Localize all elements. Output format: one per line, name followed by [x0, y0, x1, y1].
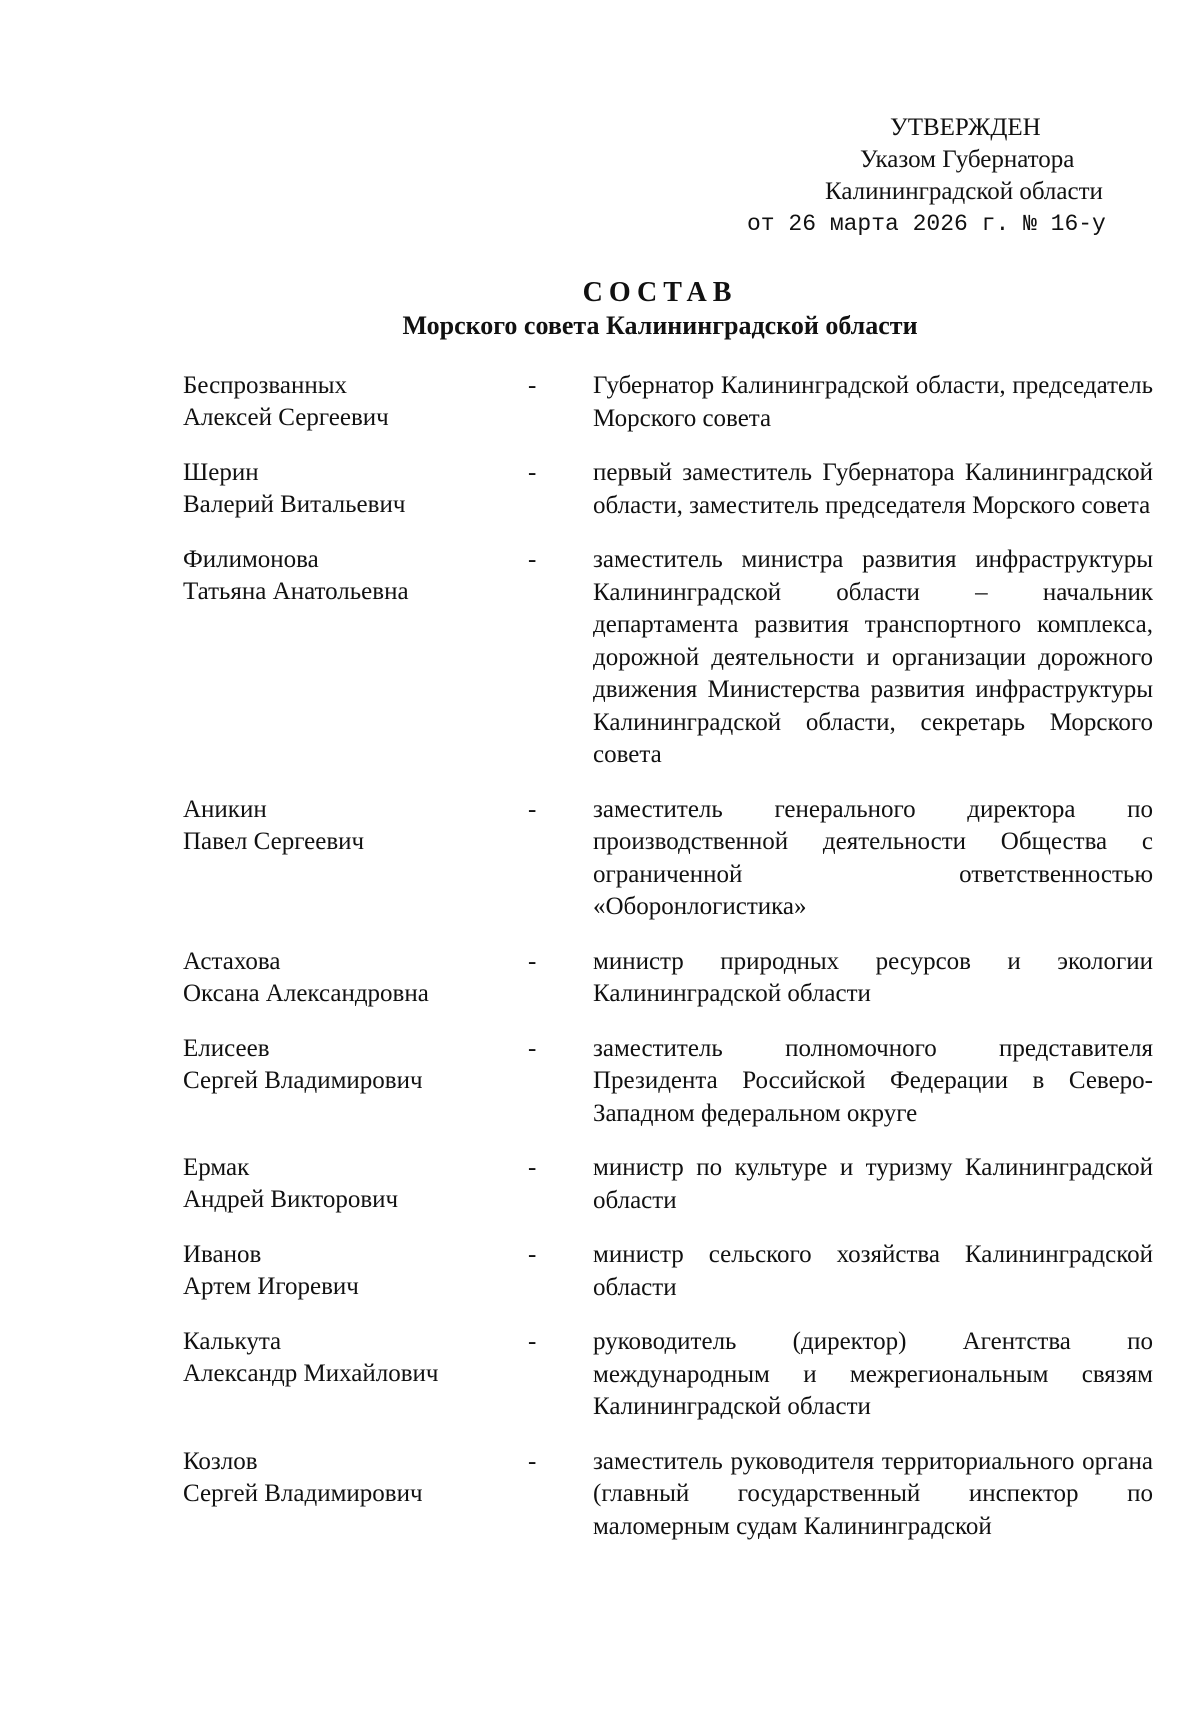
member-role: Губернатор Калининградской области, председатель Морского совета — [593, 372, 1153, 432]
member-role: руководитель (директор) Агентства по международным и межрегиональным связям Калининградской области — [593, 1328, 1153, 1420]
member-dash: - — [528, 372, 537, 399]
member-row — [183, 946, 1153, 1011]
member-dash: - — [528, 1034, 537, 1062]
member-name — [183, 1239, 513, 1304]
member-row — [183, 370, 1153, 435]
member-role: заместитель руководителя территориального органа (главный государственный инспектор по маломерным судам Калининградской — [593, 1447, 1153, 1540]
member-given-name: Татьяна Анатольевна — [183, 578, 409, 605]
member-dash: - — [528, 459, 537, 486]
member-given-name: Алексей Сергеевич — [183, 404, 389, 431]
member-given-name: Сергей Владимирович — [183, 1066, 423, 1094]
title-subheading: Морского совета Калининградской области — [402, 311, 918, 340]
member-surname: Аникин — [183, 795, 267, 823]
member-surname: Козлов — [183, 1447, 258, 1475]
member-dash: - — [528, 1241, 537, 1268]
approval-decree: Указом Губернатора — [860, 146, 1075, 173]
member-dash: - — [528, 1447, 537, 1475]
member-role: заместитель министра развития инфраструктуры Калининградской области – начальник департамента развития транспортного комплекса, дорожной деятельности и организации дорожного движения Министерства развития инфраструктуры Калининградской области, секретарь Морского совета — [593, 546, 1153, 768]
member-role: министр природных ресурсов и экологии Калининградской области — [593, 947, 1153, 1007]
approval-date-number: от 26 марта 2026 г. № 16-у — [747, 211, 1106, 237]
member-given-name: Павел Сергеевич — [183, 827, 365, 855]
member-name — [183, 1152, 513, 1217]
member-surname: Филимонова — [183, 546, 319, 573]
member-row — [183, 457, 1153, 522]
member-surname: Иванов — [183, 1241, 262, 1268]
approval-stamp — [700, 112, 1150, 240]
member-role: министр по культуре и туризму Калининградской области — [593, 1154, 1153, 1214]
title-heading: СОСТАВ — [582, 277, 738, 308]
member-given-name: Артем Игоревич — [183, 1273, 359, 1300]
member-role: первый заместитель Губернатора Калининградской области, заместитель председателя Морского совета — [593, 459, 1153, 519]
member-given-name: Андрей Викторович — [183, 1186, 399, 1213]
members-list — [183, 370, 1153, 1565]
member-row — [183, 1152, 1153, 1217]
member-surname: Шерин — [183, 459, 259, 486]
member-name — [183, 1326, 513, 1424]
member-name — [183, 457, 513, 522]
member-given-name: Сергей Владимирович — [183, 1479, 423, 1507]
member-role: министр сельского хозяйства Калининградской области — [593, 1241, 1153, 1301]
member-name — [183, 946, 513, 1011]
member-name — [183, 1446, 513, 1544]
member-row — [183, 1326, 1153, 1424]
member-given-name: Александр Михайлович — [183, 1360, 439, 1387]
approval-region: Калининградской области — [825, 178, 1103, 205]
document-title — [0, 276, 1200, 342]
member-surname: Беспрозванных — [183, 372, 348, 399]
member-surname: Ермак — [183, 1154, 250, 1181]
member-dash: - — [528, 947, 537, 975]
member-row — [183, 544, 1153, 772]
approval-status: УТВЕРЖДЕН — [890, 114, 1041, 141]
member-name — [183, 370, 513, 435]
member-given-name: Оксана Александровна — [183, 979, 429, 1007]
member-dash: - — [528, 1328, 537, 1355]
member-role: заместитель генерального директора по производственной деятельности Общества с ограниченной ответственностью «Оборонлогистика» — [593, 795, 1153, 920]
member-given-name: Валерий Витальевич — [183, 491, 406, 518]
member-row — [183, 1033, 1153, 1131]
member-name — [183, 544, 513, 772]
member-name — [183, 794, 513, 924]
member-surname: Калькута — [183, 1328, 282, 1355]
member-dash: - — [528, 1154, 537, 1181]
member-row — [183, 794, 1153, 924]
member-name — [183, 1033, 513, 1131]
member-row — [183, 1446, 1153, 1544]
member-dash: - — [528, 795, 537, 823]
member-role: заместитель полномочного представителя Президента Российской Федерации в Северо-Западном федеральном округе — [593, 1034, 1153, 1127]
member-surname: Елисеев — [183, 1034, 270, 1062]
member-row — [183, 1239, 1153, 1304]
member-surname: Астахова — [183, 947, 281, 975]
member-dash: - — [528, 546, 537, 573]
